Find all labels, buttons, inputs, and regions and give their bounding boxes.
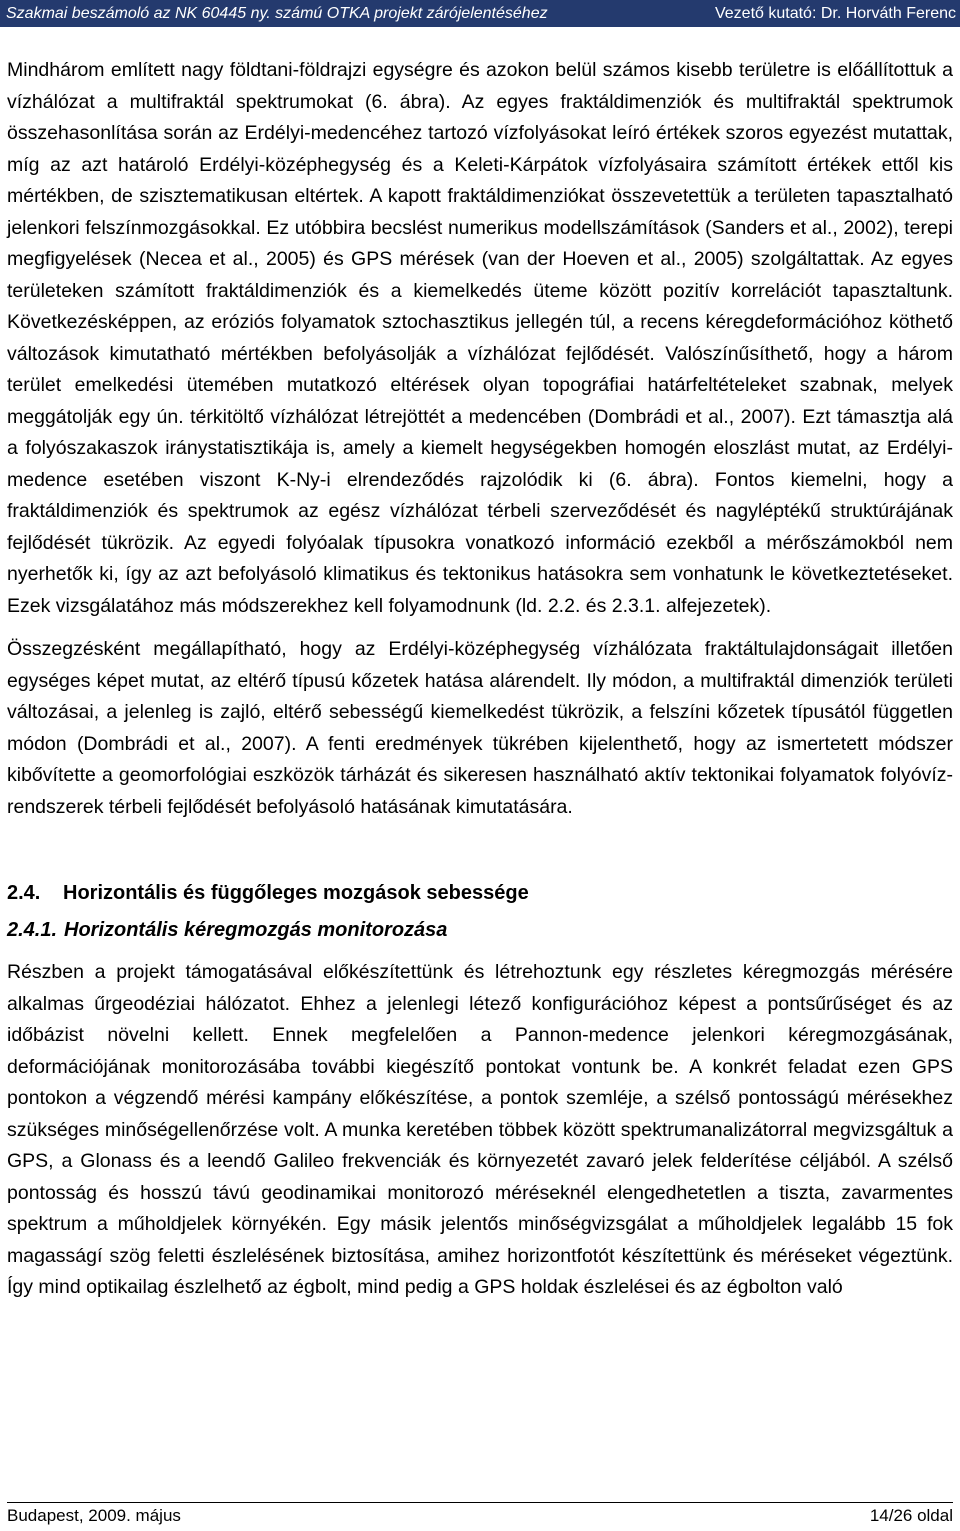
footer-divider [7, 1502, 953, 1503]
paragraph-gps-network: Részben a projekt támogatásával előkészítettünk és létrehoztunk egy részletes kéregmozgás mérésére alkalmas űrgeodéziai hálózatot. Ehhez a jelenlegi létező konfigurációhoz képest a pontsűrűséget és az időbázist növelni kellett. Ennek megfelelően a Pannon-medence jelenkori kéregmozgásának, deformációjának monitorozásába további kiegészítő pontokat vontunk be. A konkrét feladat ezen GPS pontokon a végzendő mérési kampány előkészítése, a pontok szemléje, a szélső pontosságú mérésekhez szükséges minőségellenőrzése volt. A munka keretében többek között spektrumanalizátorral megvizsgáltuk a GPS, a Glonass és a leendő Galileo frekvenciák és környezetét zavaró jelek felderítése céljából. A szélső pontosság és hosszú távú geodinamikai monitorozó méréseknél elengedhetetlen a tiszta, zavarmentes spektrum a műholdjelek környékén. Egy másik jelentős minőségvizsgálat a műholdjelek legalább 15 fok magasságí szög feletti észlelésének biztosítása, amihez horizontfotót készítettünk és méréseket végeztünk. Így mind optikailag észlelhető az égbolt, mind pedig a GPS holdak észlelései és az égbolton való [7, 961, 953, 1298]
subsection-number: 2.4.1. [7, 919, 58, 941]
header-document-title: Szakmai beszámoló az NK 60445 ny. számú OTKA projekt zárójelentéséhez [6, 4, 548, 22]
paragraph-fractal-results: Mindhárom említett nagy földtani-földrajzi egységre és azokon belül számos kisebb területre is előállítottuk a vízhálózat a multifraktál spektrumokat (6. ábra). Az egyes fraktáldimenziók és multifraktál spektrumok összehasonlítása során az Erdélyi-medencéhez tartozó vízfolyásokat leíró értékek szoros egyezést mutattak, míg az azt határoló Erdélyi-középhegység és a Keleti-Kárpátok vízfolyásaira számított értékek ettől kis mértékben, de szisztematikusan eltértek. A kapott fraktáldimenziókat összevetettük a területen tapasztalható jelenkori felszínmozgásokkal. Ez utóbbira becslést numerikus modellszámítások (Sanders et al., 2002), terepi megfigyelések (Necea et al., 2005) és GPS mérések (van der Hoeven et al., 2005) szolgáltattak. Az egyes területeken számított fraktáldimenziók és a kiemelkedés üteme között pozitív korrelációt tapasztaltunk. Következésképpen, az eróziós folyamatok sztochasztikus jellegén túl, a recens kéregdeformációhoz köthető változások kimutatható mértékben befolyásolják a vízhálózat fejlődését. Valószínűsíthető, hogy a három terület emelkedési ütemében mutatkozó eltérések olyan topográfiai határfeltételeket szabnak, melyek meggátolják egy ún. térkitöltő vízhálózat létrejöttét a medencében (Dombrádi et al., 2007). Ezt támasztja alá a folyószakaszok iránystatisztikája is, amely a kiemelt hegységekben homogén eloszlást mutat, az Erdélyi-medence esetében viszont K-Ny-i elrendeződés rajzolódik ki (6. ábra). Fontos kiemelni, hogy a fraktáldimenziók és spektrumok az egész vízhálózat térbeli szerveződését és nagyléptékű struktúrájának fejlődését tükrözik. Az egyedi folyóalak típusokra vonatkozó információ ezekből a mérőszámokból nem nyerhetők ki, így az azt befolyásoló klimatikus és tektonikus hatásokra sem vonhatunk le következtetéseket. Ezek vizsgálatához más módszerekhez kell folyamodnunk (ld. 2.2. és 2.3.1. alfejezetek). [7, 59, 953, 617]
footer-place-date: Budapest, 2009. május [7, 1506, 181, 1525]
section-number: 2.4. [7, 882, 41, 904]
section-title: Horizontális és függőleges mozgások sebessége [63, 882, 529, 904]
section-heading [7, 881, 953, 905]
header-lead-researcher: Vezető kutató: Dr. Horváth Ferenc [714, 4, 956, 22]
page-body [7, 55, 953, 1304]
page-footer [7, 1506, 953, 1528]
page-number: 14/26 oldal [869, 1506, 953, 1525]
paragraph-summary: Összegzésként megállapítható, hogy az Erdélyi-középhegység vízhálózata fraktáltulajdonságait illetően egységes képet mutat, az eltérő típusú kőzetek hatása alárendelt. Ily módon, a multifraktál dimenziók területi változásai, a jelenleg is zajló, eltérő sebességű kiemelkedést tükrözik, a felszíni kőzetek típusától független módon (Dombrádi et al., 2007). A fenti eredmények tükrében kijelenthető, hogy az ismertetett módszer kibővítette a geomorfológiai eszközök tárházát és sikeresen használható aktív tektonikai folyamatok folyóvíz-rendszerek térbeli fejlődését befolyásoló hatásának kimutatására. [7, 638, 953, 818]
subsection-title: Horizontális kéregmozgás monitorozása [64, 919, 448, 941]
page-header [0, 0, 960, 27]
subsection-heading [7, 918, 953, 942]
